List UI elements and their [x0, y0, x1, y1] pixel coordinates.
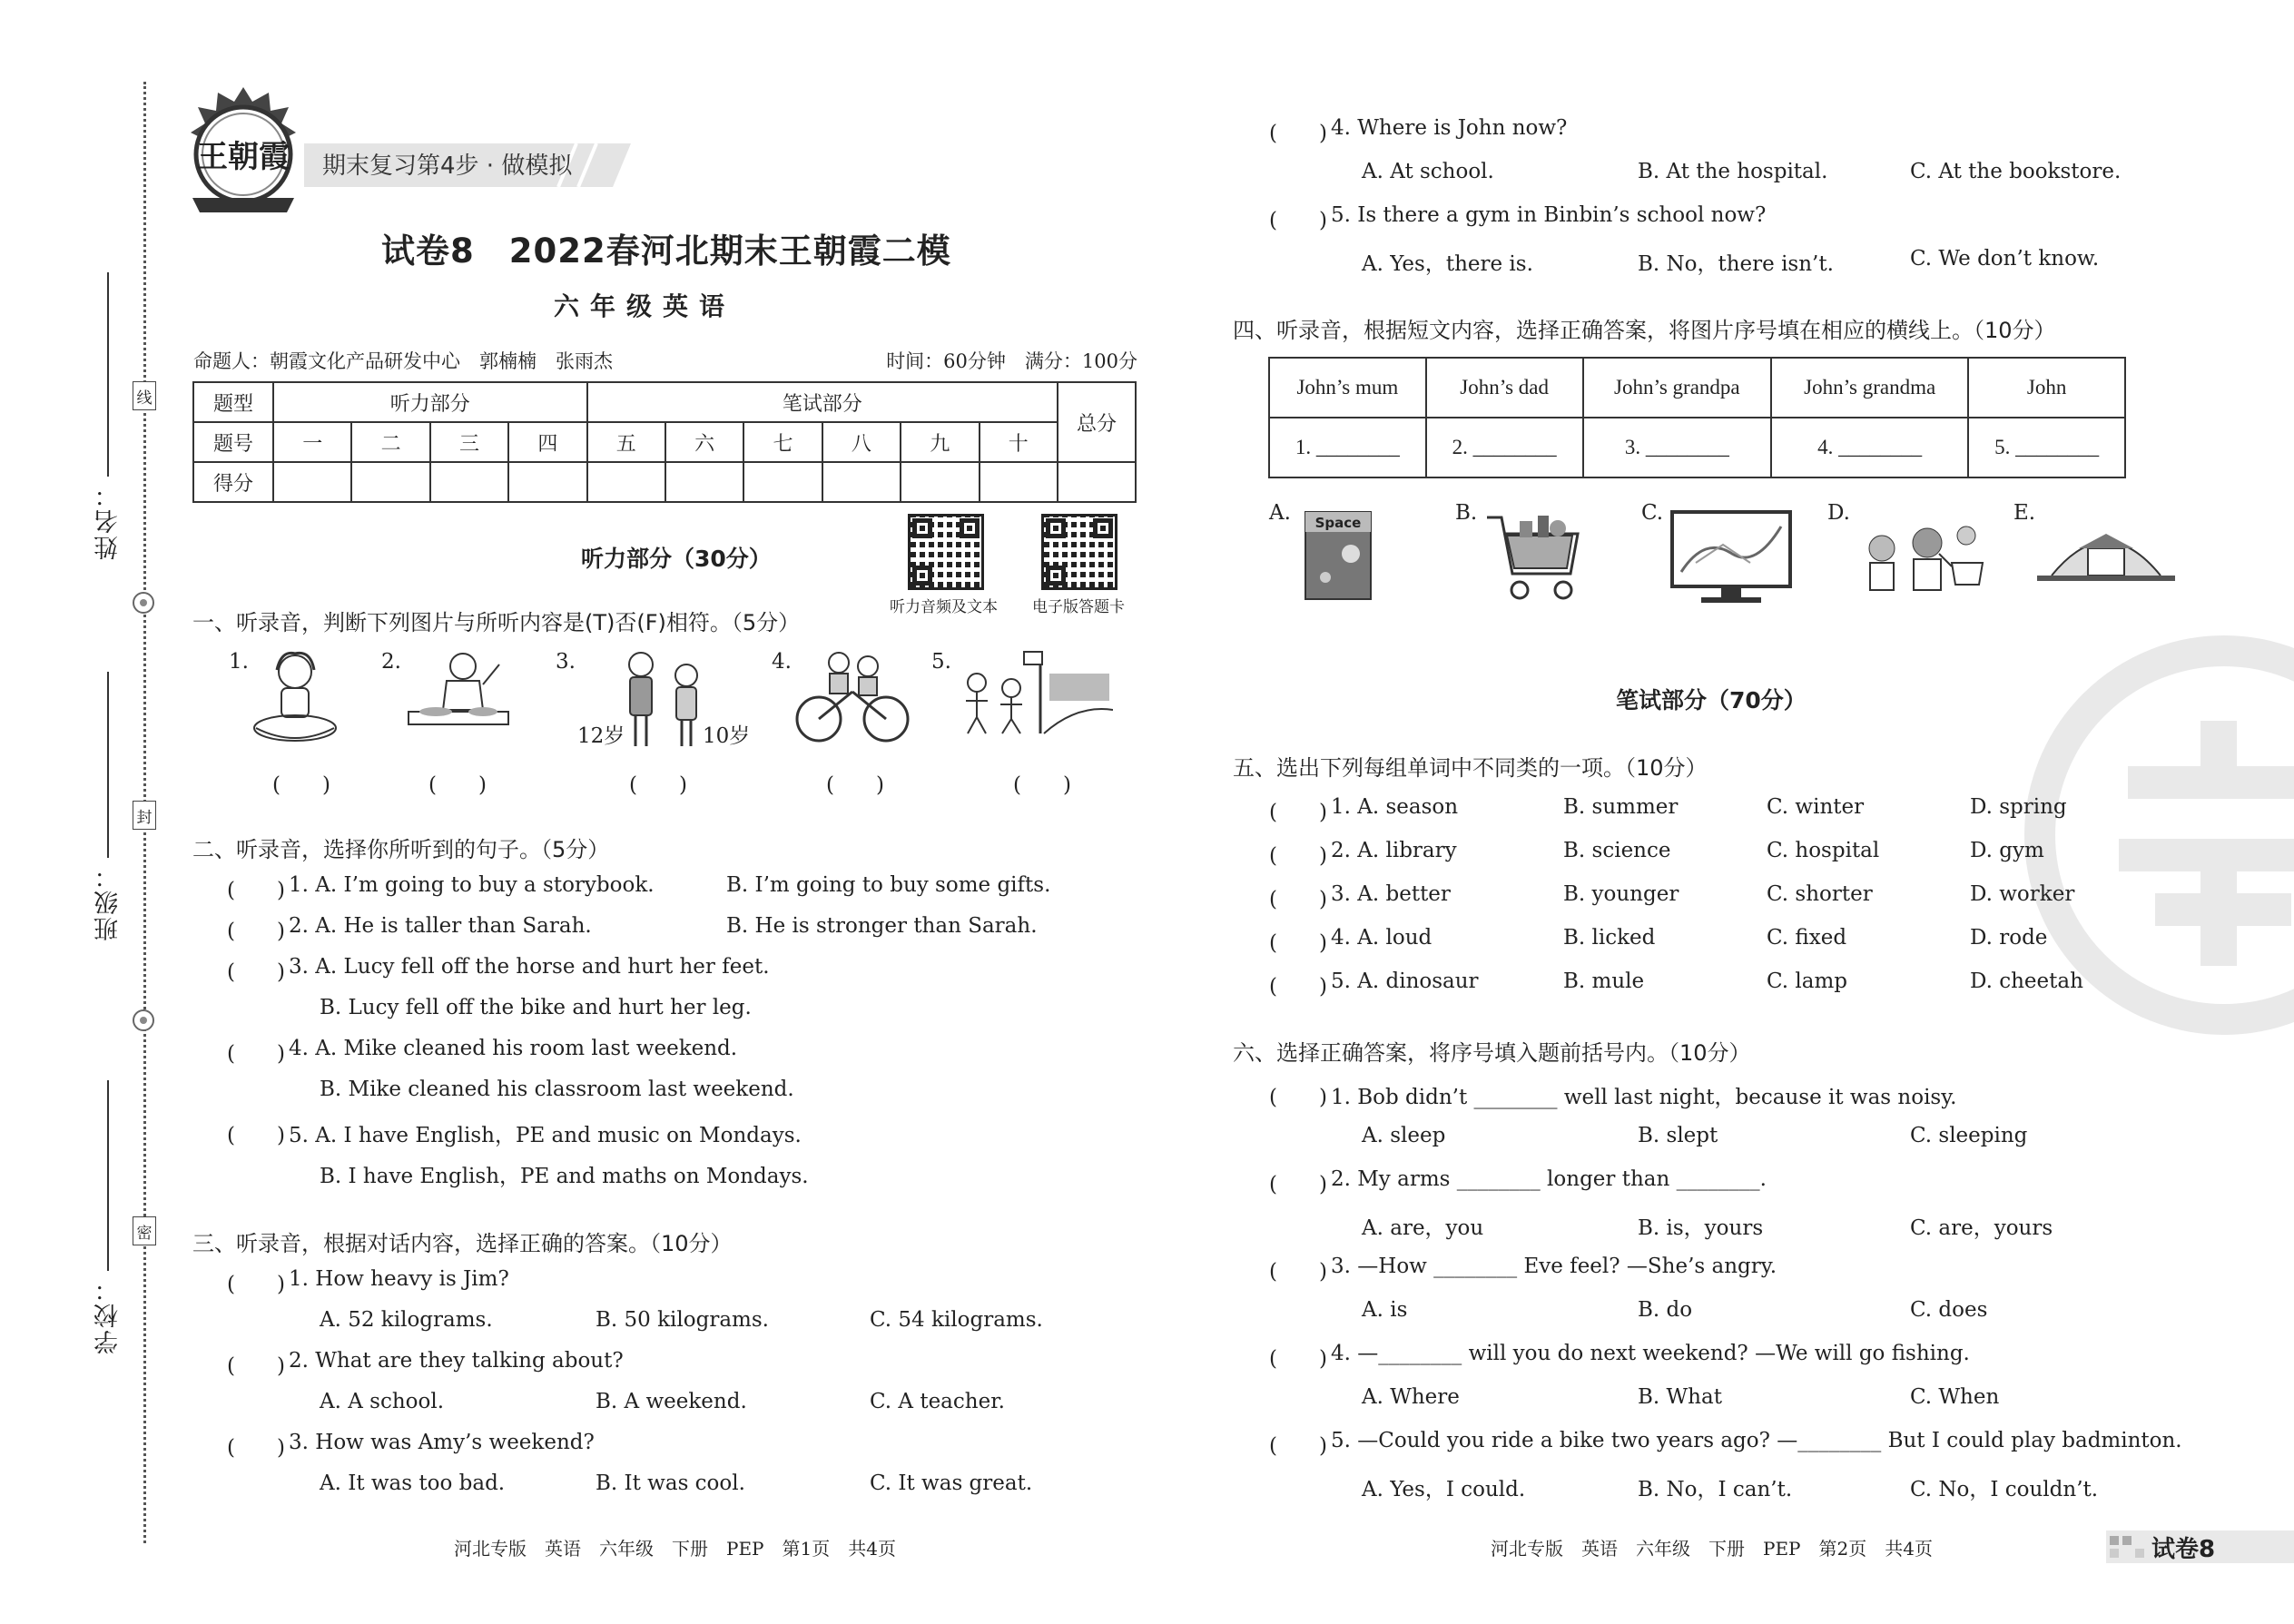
- binding-hole-icon: [133, 1009, 154, 1031]
- part6-q1-option: B. slept: [1638, 1124, 1718, 1147]
- part3-q2-option: B. A weekend.: [596, 1390, 747, 1413]
- part5-option: C. lamp: [1767, 969, 1848, 993]
- space-book-picture: [1302, 508, 1374, 603]
- answer-blank[interactable]: ( ): [428, 773, 487, 797]
- score-table-score-label: 得分: [193, 462, 273, 502]
- answer-blank[interactable]: ( ): [1013, 773, 1071, 797]
- shopping-cart-picture: [1483, 508, 1583, 606]
- two-girls-picture: [621, 645, 712, 753]
- authors: 命题人：朝霞文化产品研发中心 郭楠楠 张雨杰: [193, 350, 613, 372]
- part4-matching-table: [1268, 357, 2126, 478]
- part3-q4: 4. Where is John now?: [1331, 116, 1568, 140]
- score-cell-total[interactable]: [1058, 462, 1136, 502]
- part2-q2-a: 2. A. He is taller than Sarah.: [289, 914, 592, 938]
- part6-q3-option: A. is: [1362, 1298, 1408, 1322]
- part2-q5-b: B. I have English，PE and maths on Mondays.: [320, 1165, 809, 1188]
- school-field[interactable]: [107, 1080, 109, 1271]
- part3-q5-option: C. We don’t know.: [1910, 247, 2100, 271]
- part6-q1-option: A. sleep: [1362, 1124, 1446, 1147]
- class-label: 班级：: [94, 862, 123, 941]
- binding-mark-secret: 密: [133, 1216, 156, 1245]
- score-table-writing: 笔试部分: [587, 382, 1058, 422]
- answer-blank[interactable]: ( ): [1269, 931, 1327, 955]
- girl-cooking-picture: [245, 646, 345, 751]
- part2-title: 二、听录音，选择你所听到的句子。（5分）: [192, 837, 610, 862]
- score-cell[interactable]: [273, 462, 351, 502]
- score-cell[interactable]: [587, 462, 665, 502]
- meta-line: [193, 347, 1137, 374]
- part5-option: C. shorter: [1767, 882, 1873, 906]
- answer-blank[interactable]: ( ): [1269, 122, 1327, 145]
- listening-heading: 听力部分（30分）: [581, 546, 772, 572]
- score-cell[interactable]: [430, 462, 508, 502]
- part6-q2-option: B. is，yours: [1638, 1216, 1764, 1240]
- paper-title: 试卷8 2022春河北期末王朝霞二模: [381, 231, 951, 271]
- page-tag: 试卷8: [2151, 1536, 2216, 1563]
- part6-q3-option: B. do: [1638, 1298, 1693, 1322]
- answer-blank[interactable]: ( ): [227, 1273, 285, 1296]
- part3-q3: 3. How was Amy’s weekend?: [289, 1431, 595, 1454]
- answer-blank[interactable]: ( ): [1269, 1086, 1327, 1109]
- answer-blank[interactable]: ( ): [272, 773, 330, 797]
- part5-option: D. rode: [1970, 926, 2048, 950]
- part5-option: C. hospital: [1767, 839, 1880, 862]
- part5-option: C. winter: [1767, 795, 1865, 819]
- part6-q5-option: C. No，I couldn’t.: [1910, 1478, 2099, 1501]
- part4-header: John’s grandma: [1771, 358, 1968, 418]
- score-table-number: 六: [665, 422, 743, 462]
- score-cell[interactable]: [508, 462, 586, 502]
- part6-q5-option: A. Yes，I could.: [1362, 1478, 1526, 1501]
- answer-blank[interactable]: ( ): [227, 1354, 285, 1378]
- part3-q1-option: B. 50 kilograms.: [596, 1308, 769, 1332]
- part5-option: B. licked: [1563, 926, 1656, 950]
- part3-q5-option: A. Yes，there is.: [1362, 252, 1533, 276]
- banner-text: 期末复习第4步 · 做模拟: [322, 153, 573, 180]
- part3-q5-option: B. No，there isn’t.: [1638, 252, 1834, 276]
- part6-q3-option: C. does: [1910, 1298, 1988, 1322]
- part4-header: John’s grandpa: [1583, 358, 1772, 418]
- part5-option: B. science: [1563, 839, 1671, 862]
- answer-blank[interactable]: ( ): [1269, 1347, 1327, 1371]
- part4-pic-letter: C.: [1641, 501, 1664, 525]
- score-cell[interactable]: [901, 462, 979, 502]
- score-cell[interactable]: [980, 462, 1058, 502]
- part5-option: D. gym: [1970, 839, 2044, 862]
- score-table-number: 五: [587, 422, 665, 462]
- writing-heading: 笔试部分（70分）: [1616, 687, 1807, 714]
- score-table-number: 二: [351, 422, 429, 462]
- part4-header: John’s mum: [1269, 358, 1426, 418]
- time-and-score: 时间：60分钟 满分：100分: [886, 350, 1137, 372]
- part6-q5-option: B. No，I can’t.: [1638, 1478, 1793, 1501]
- part1-number: 3.: [556, 650, 576, 674]
- part4-header: John’s dad: [1426, 358, 1583, 418]
- answer-blank[interactable]: ( ): [227, 960, 285, 984]
- part2-q5-a: 5. A. I have English，PE and music on Mondays.: [289, 1124, 802, 1147]
- name-field[interactable]: [107, 272, 109, 477]
- part5-option: 1. A. season: [1331, 795, 1459, 819]
- part3-q1: 1. How heavy is Jim?: [289, 1267, 509, 1291]
- part5-option: 3. A. better: [1331, 882, 1451, 906]
- binding-mark-line: 线: [133, 381, 156, 410]
- man-eating-picture: [399, 646, 517, 737]
- binding-hole-icon: [133, 592, 154, 614]
- part2-q1-b: B. I’m going to buy some gifts.: [726, 873, 1051, 897]
- garden-flowers-picture: [1857, 508, 1994, 599]
- score-table-number: 四: [508, 422, 586, 462]
- binding-mark-seal: 封: [133, 801, 156, 830]
- score-table-listening: 听力部分: [273, 382, 587, 422]
- age-right: 10岁: [703, 724, 751, 748]
- part4-pic-letter: E.: [2013, 501, 2036, 525]
- part3-q4-option: A. At school.: [1362, 160, 1494, 183]
- part3-q1-option: C. 54 kilograms.: [870, 1308, 1043, 1332]
- part3-q4-option: C. At the bookstore.: [1910, 160, 2122, 183]
- score-cell[interactable]: [743, 462, 822, 502]
- part2-q2-b: B. He is stronger than Sarah.: [726, 914, 1038, 938]
- score-cell[interactable]: [665, 462, 743, 502]
- part5-option: D. worker: [1970, 882, 2075, 906]
- playground-basketball-picture: [950, 646, 1113, 737]
- answer-blank[interactable]: ( ): [227, 879, 285, 902]
- part4-blank[interactable]: 1. ________: [1269, 418, 1426, 477]
- tv-picture: [1669, 508, 1794, 608]
- answer-blank[interactable]: ( ): [1269, 888, 1327, 911]
- part3-q3-option: A. It was too bad.: [320, 1471, 506, 1495]
- brand-logo-icon: [180, 84, 307, 220]
- part6-title: 六、选择正确答案，将序号填入题前括号内。（10分）: [1233, 1040, 1751, 1066]
- name-label: 姓名：: [94, 481, 123, 560]
- paper-subtitle: 六年级英语: [554, 291, 736, 321]
- part4-blank[interactable]: 4. ________: [1771, 418, 1968, 477]
- part3-q2-option: A. A school.: [320, 1390, 445, 1413]
- school-label: 学校：: [94, 1275, 123, 1354]
- part1-title: 一、听录音，判断下列图片与所听内容是(T)否(F)相符。（5分）: [192, 610, 801, 635]
- answer-blank[interactable]: ( ): [1269, 844, 1327, 868]
- answer-blank[interactable]: ( ): [1269, 209, 1327, 232]
- class-field[interactable]: [107, 672, 109, 858]
- part3-q1-option: A. 52 kilograms.: [320, 1308, 493, 1332]
- qr-code-answer-sheet-icon[interactable]: [1041, 514, 1117, 590]
- part4-blank[interactable]: 2. ________: [1426, 418, 1583, 477]
- part4-title: 四、听录音，根据短文内容，选择正确答案，将图片序号填在相应的横线上。（10分）: [1233, 318, 2056, 343]
- part5-option: 4. A. loud: [1331, 926, 1433, 950]
- footer-left: 河北专版 英语 六年级 下册 PEP 第1页 共4页: [454, 1538, 896, 1560]
- qr-code-audio-icon[interactable]: [908, 514, 984, 590]
- qr-caption-answer-sheet: 电子版答题卡: [1032, 598, 1125, 616]
- part2-q3-a: 3. A. Lucy fell off the horse and hurt her feet.: [289, 955, 770, 979]
- part3-q2: 2. What are they talking about?: [289, 1349, 624, 1373]
- answer-blank[interactable]: ( ): [1269, 1260, 1327, 1284]
- part5-option: 2. A. library: [1331, 839, 1457, 862]
- score-table: [192, 381, 1137, 503]
- score-table-type-label: 题型: [193, 382, 273, 422]
- part6-q1: 1. Bob didn’t ________ well last night，because it was noisy.: [1331, 1086, 1957, 1109]
- answer-blank[interactable]: ( ): [629, 773, 687, 797]
- part1-number: 1.: [229, 650, 249, 674]
- part3-q5: 5. Is there a gym in Binbin’s school now?: [1331, 203, 1767, 227]
- answer-blank[interactable]: ( ): [826, 773, 884, 797]
- part6-q2: 2. My arms ________ longer than ________.: [1331, 1167, 1767, 1191]
- part1-number: 5.: [931, 650, 951, 674]
- part4-pic-letter: D.: [1827, 501, 1850, 525]
- score-table-number: 七: [743, 422, 822, 462]
- part6-q4-option: A. Where: [1362, 1385, 1460, 1409]
- part3-title: 三、听录音，根据对话内容，选择正确的答案。（10分）: [192, 1231, 733, 1256]
- part5-option: D. cheetah: [1970, 969, 2083, 993]
- answer-blank[interactable]: ( ): [227, 1124, 285, 1147]
- part2-q3-b: B. Lucy fell off the bike and hurt her leg.: [320, 996, 752, 1019]
- score-table-number: 三: [430, 422, 508, 462]
- part1-number: 4.: [772, 650, 792, 674]
- footer-right: 河北专版 英语 六年级 下册 PEP 第2页 共4页: [1491, 1538, 1933, 1560]
- age-left: 12岁: [577, 724, 625, 748]
- part4-pic-letter: A.: [1269, 501, 1291, 525]
- part1-number: 2.: [381, 650, 401, 674]
- qr-caption-audio: 听力音频及文本: [890, 598, 998, 616]
- score-table-total: 总分: [1058, 382, 1136, 462]
- part4-pic-letter: B.: [1455, 501, 1478, 525]
- part5-option: B. summer: [1563, 795, 1679, 819]
- answer-blank[interactable]: ( ): [1269, 1173, 1327, 1196]
- part5-option: D. spring: [1970, 795, 2067, 819]
- answer-blank[interactable]: ( ): [227, 1042, 285, 1066]
- kids-riding-bike-picture: [793, 646, 911, 746]
- part5-title: 五、选出下列每组单词中不同类的一项。（10分）: [1233, 755, 1708, 781]
- score-table-number: 十: [980, 422, 1058, 462]
- part6-q4-option: B. What: [1638, 1385, 1722, 1409]
- part6-q4: 4. —________ will you do next weekend? —We will go fishing.: [1331, 1342, 1970, 1365]
- answer-blank[interactable]: ( ): [227, 1436, 285, 1460]
- part2-q1-a: 1. A. I’m going to buy a storybook.: [289, 873, 655, 897]
- part4-blank[interactable]: 5. ________: [1968, 418, 2125, 477]
- part6-q2-option: C. are，yours: [1910, 1216, 2053, 1240]
- part6-q4-option: C. When: [1910, 1385, 2000, 1409]
- part3-q3-option: B. It was cool.: [596, 1471, 745, 1495]
- part2-q4-a: 4. A. Mike cleaned his room last weekend.: [289, 1037, 738, 1060]
- temple-building-picture: [2033, 508, 2179, 585]
- score-table-number: 九: [901, 422, 979, 462]
- answer-blank[interactable]: ( ): [1269, 1434, 1327, 1458]
- part6-q2-option: A. are，you: [1362, 1216, 1484, 1240]
- score-table-number: 一: [273, 422, 351, 462]
- logo-text: 王朝霞: [197, 139, 290, 175]
- part4-blank[interactable]: 3. ________: [1583, 418, 1772, 477]
- part5-option: 5. A. dinosaur: [1331, 969, 1479, 993]
- part3-q4-option: B. At the hospital.: [1638, 160, 1828, 183]
- score-table-number-label: 题号: [193, 422, 273, 462]
- score-cell[interactable]: [822, 462, 901, 502]
- book-title: Space: [1314, 515, 1362, 531]
- part4-header: John: [1968, 358, 2125, 418]
- part6-q5: 5. —Could you ride a bike two years ago? —________ But I could play badminton.: [1331, 1429, 2182, 1452]
- score-cell[interactable]: [351, 462, 429, 502]
- answer-blank[interactable]: ( ): [227, 920, 285, 943]
- part5-option: C. fixed: [1767, 926, 1847, 950]
- part2-q4-b: B. Mike cleaned his classroom last weekend.: [320, 1078, 794, 1101]
- part3-q3-option: C. It was great.: [870, 1471, 1033, 1495]
- answer-blank[interactable]: ( ): [1269, 801, 1327, 824]
- part6-q3: 3. —How ________ Eve feel? —She’s angry.: [1331, 1255, 1777, 1278]
- part5-option: B. younger: [1563, 882, 1679, 906]
- part3-q2-option: C. A teacher.: [870, 1390, 1005, 1413]
- part5-option: B. mule: [1563, 969, 1645, 993]
- part6-q1-option: C. sleeping: [1910, 1124, 2028, 1147]
- answer-blank[interactable]: ( ): [1269, 975, 1327, 999]
- score-table-number: 八: [822, 422, 901, 462]
